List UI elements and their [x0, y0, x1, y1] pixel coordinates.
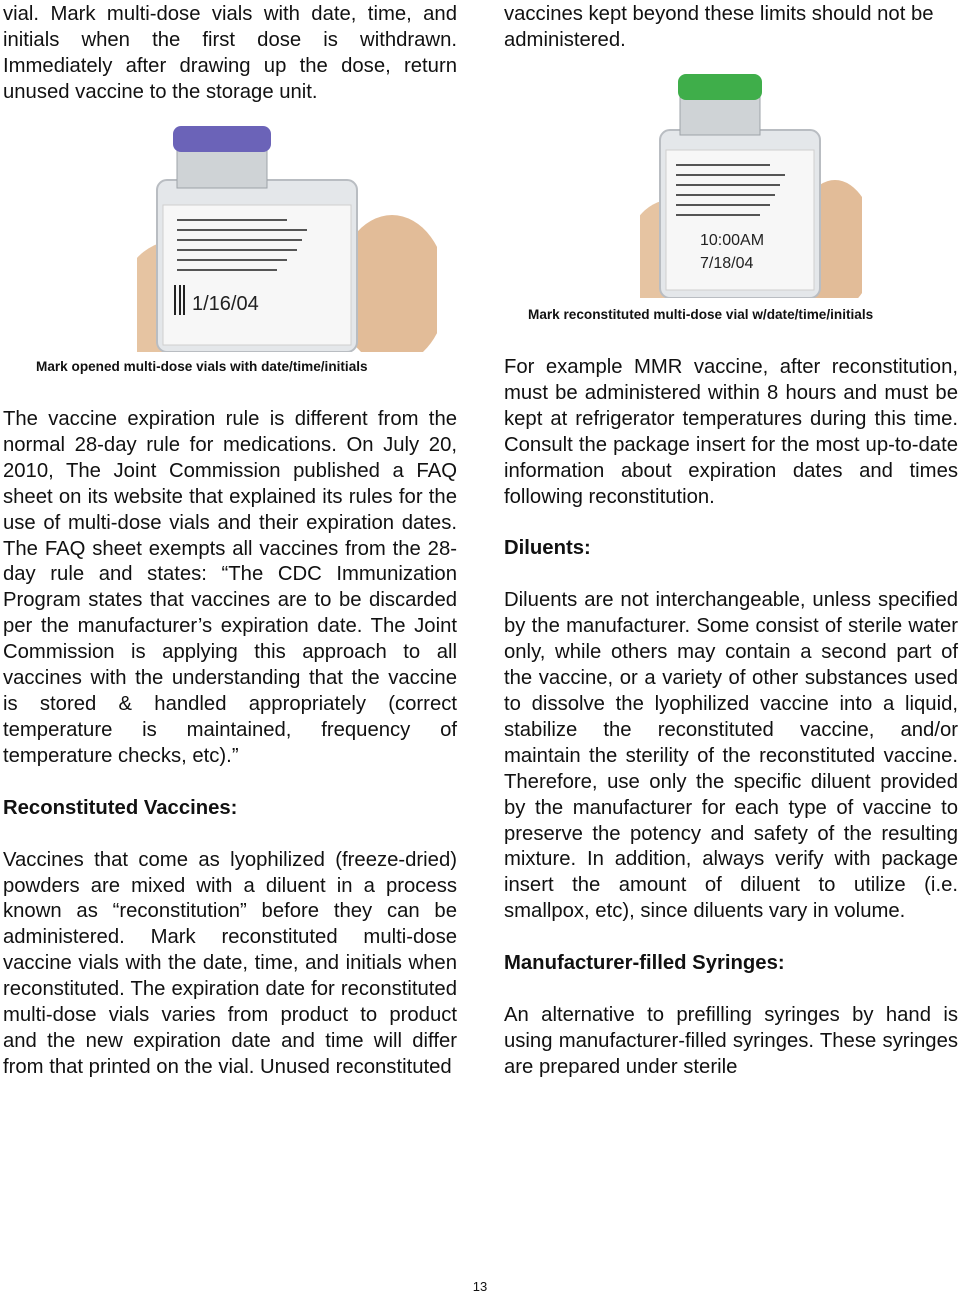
left-top-text: vial. Mark multi-dose vials with date, time, and initials when the first dose is withdrawn. Immediately after drawing up the dose, return unused vaccine to the storage unit. [3, 3, 457, 103]
right-paragraph-2: Diluents are not interchangeable, unless specified by the manufacturer. Some consist of sterile water only, while others may contain a second part of the vaccine, or a variety of other substances used to dissolve the lyophilized vaccine into a liquid, stabilize the reconstituted vaccine, and/or maintain the sterility of the reconstituted vaccine. Therefore, use only the specific diluent provided by the manufacturer for each type of vaccine to preserve the potency and safety of the resulting mixture. In addition, always verify with package insert the amount of diluent to utilize (i.e. smallpox, etc), since diluents vary in volume. [504, 589, 958, 923]
left-paragraph-1: The vaccine expiration rule is different from the normal 28-day rule for medications. On July 20, 2010, The Joint Commission published a FAQ sheet on its website that explained its rules for the use of multi-dose vials and their expiration dates. The FAQ sheet exempts all vaccines from the 28-day rule and states: “The CDC Immunization Program states that vaccines are to be discarded per the manufacturer’s expiration date. The Joint Commission is applying this approach to all vaccines with the understanding that the vaccine is stored & handled appropriately (correct temperature is maintained, frequency of temperature checks, etc).” [3, 408, 457, 767]
left-paragraph-2: Vaccines that come as lyophilized (freeze-dried) powders are mixed with a diluent in a process known as “reconstitution” before they can be administered. Mark reconstituted multi-dose vaccine vials with the date, time, and initials when reconstituted. The expiration date for reconstituted multi-dose vials varies from product to product and the new expiration date and time will differ from that printed on the vial. Unused reconstituted [3, 848, 457, 1078]
opened-vial-photo [137, 120, 437, 352]
vial-cap [173, 126, 271, 152]
vial-handwritten-date: 7/18/04 [700, 255, 754, 272]
page-number: 13 [472, 1279, 488, 1294]
right-top-text-block [504, 2, 958, 54]
right-column-body [504, 355, 958, 1081]
vial-handwritten-date: 1/16/04 [192, 293, 259, 315]
right-paragraph-1: For example MMR vaccine, after reconstitution, must be administered within 8 hours and must be kept at refrigerator temperatures during this time. Consult the package insert for the most up-to-date information about expiration dates and times following reconstitution. [504, 356, 958, 508]
vial-neck [680, 95, 760, 135]
vial-neck [177, 148, 267, 188]
reconstituted-vial-photo [640, 70, 862, 298]
heading-reconstituted-vaccines: Reconstituted Vaccines: [3, 796, 238, 819]
heading-manufacturer-filled-syringes: Manufacturer-filled Syringes: [504, 952, 785, 975]
right-top-text: vaccines kept beyond these limits should not be administered. [504, 3, 934, 51]
right-photo-caption: Mark reconstituted multi-dose vial w/date/time/initials [528, 307, 874, 322]
vial-label [163, 205, 351, 345]
vial-handwritten-time: 10:00AM [700, 232, 765, 249]
vial-cap [678, 74, 762, 100]
left-photo-caption: Mark opened multi-dose vials with date/time/initials [36, 359, 368, 374]
heading-diluents: Diluents: [504, 537, 591, 560]
left-top-text-block [3, 2, 457, 106]
left-column-body [3, 407, 457, 1081]
right-paragraph-3: An alternative to prefilling syringes by hand is using manufacturer-filled syringes. These syringes are prepared under sterile [504, 1004, 958, 1078]
